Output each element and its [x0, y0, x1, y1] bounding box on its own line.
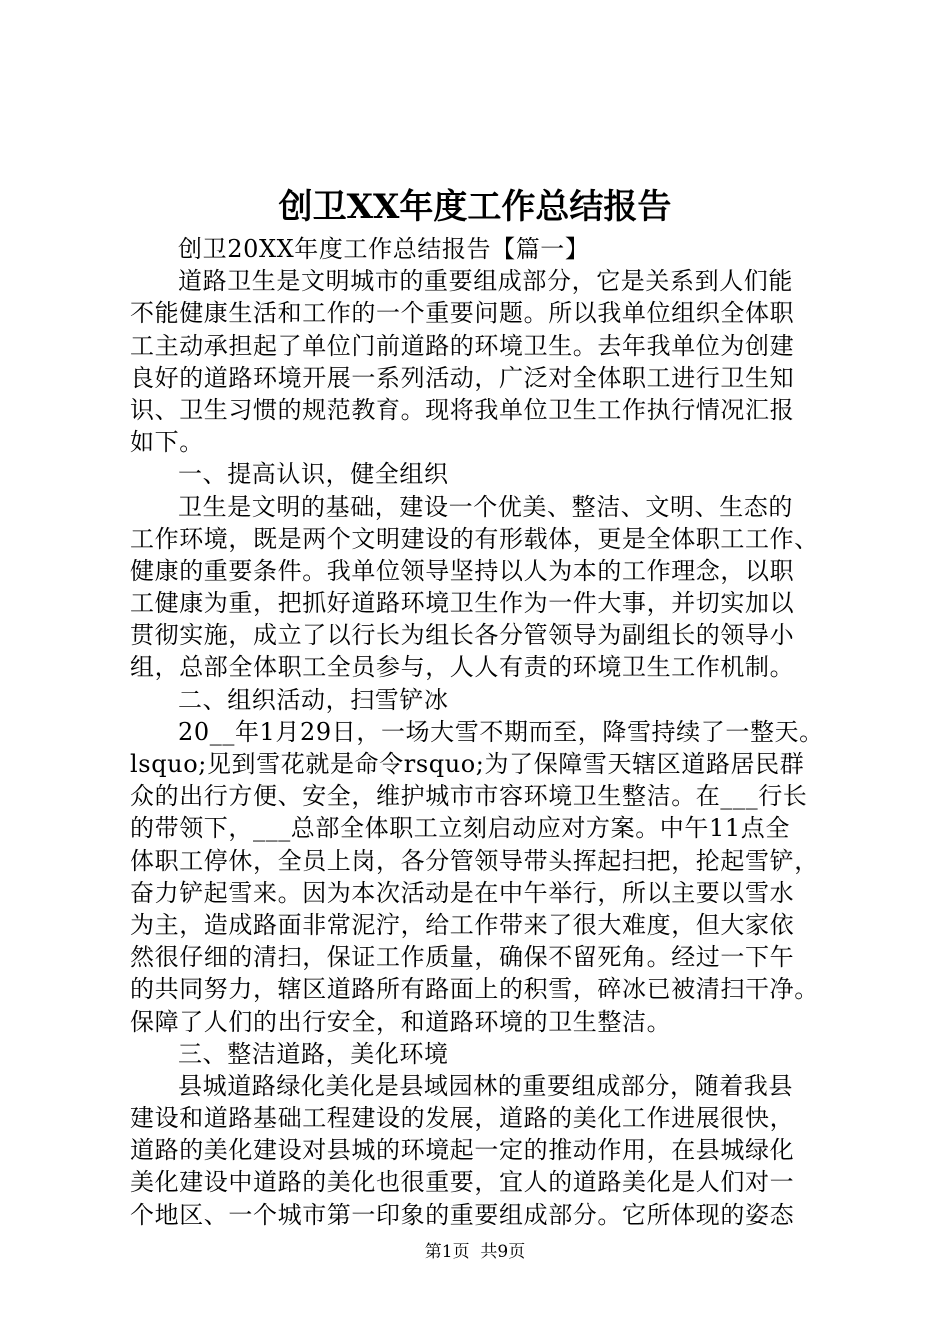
text-line: lsquo;见到雪花就是命令rsquo;为了保障雪天辖区道路居民群	[130, 750, 805, 778]
text-line: 20__年1月29日，一场大雪不期而至，降雪持续了一整天。	[178, 717, 824, 746]
document-title: 创卫XX年度工作总结报告	[278, 187, 672, 227]
text-line: 卫生是文明的基础，建设一个优美、整洁、文明、生态的	[178, 492, 793, 521]
text-line: 创卫20XX年度工作总结报告【篇一】	[178, 235, 590, 263]
text-line: 县城道路绿化美化是县域园林的重要组成部分，随着我县	[178, 1071, 793, 1100]
section-heading: 二、组织活动，扫雪铲冰	[178, 685, 449, 714]
text-line: 道路卫生是文明城市的重要组成部分，它是关系到人们能	[178, 267, 793, 296]
text-line: 工健康为重，把抓好道路环境卫生作为一件大事，并切实加以	[130, 589, 795, 618]
text-line: 健康的重要条件。我单位领导坚持以人为本的工作理念，以职	[130, 556, 795, 585]
section-heading: 三、整洁道路，美化环境	[178, 1039, 449, 1068]
text-line: 识、卫生习惯的规范教育。现将我单位卫生工作执行情况汇报	[130, 395, 795, 424]
text-line: 组，总部全体职工全员参与，人人有责的环境卫生工作机制。	[130, 653, 795, 682]
text-line: 个地区、一个城市第一印象的重要组成部分。它所体现的姿态	[130, 1200, 795, 1229]
text-line: 体职工停休，全员上岗，各分管领导带头挥起扫把，抡起雪铲，	[130, 846, 819, 875]
text-line: 的共同努力，辖区道路所有路面上的积雪，碎冰已被清扫干净。	[130, 975, 819, 1004]
text-line: 工主动承担起了单位门前道路的环境卫生。去年我单位为创建	[130, 331, 795, 360]
text-line: 然很仔细的清扫，保证工作质量，确保不留死角。经过一下午	[130, 943, 795, 972]
document-body	[130, 233, 830, 1231]
text-line: 良好的道路环境开展一系列活动，广泛对全体职工进行卫生知	[130, 363, 795, 392]
text-line: 美化建设中道路的美化也很重要，宜人的道路美化是人们对一	[130, 1168, 795, 1197]
page-footer: 第1页 共9页	[424, 1242, 526, 1262]
text-line: 为主，造成路面非常泥泞，给工作带来了很大难度，但大家依	[130, 910, 795, 939]
text-line: 道路的美化建设对县城的环境起一定的推动作用，在县城绿化	[130, 1136, 795, 1165]
text-line: 保障了人们的出行安全，和道路环境的卫生整洁。	[130, 1007, 672, 1036]
text-line: 不能健康生活和工作的一个重要问题。所以我单位组织全体职	[130, 299, 795, 328]
text-line: 贯彻实施，成立了以行长为组长各分管领导为副组长的领导小	[130, 621, 795, 650]
text-line: 奋力铲起雪来。因为本次活动是在中午举行，所以主要以雪水	[130, 878, 795, 907]
text-line: 建设和道路基础工程建设的发展，道路的美化工作进展很快，	[130, 1104, 795, 1133]
text-line: 工作环境，既是两个文明建设的有形载体，更是全体职工工作、	[130, 524, 819, 553]
text-line: 如下。	[130, 428, 204, 457]
section-heading: 一、提高认识，健全组织	[178, 460, 449, 489]
text-line: 众的出行方便、安全，维护城市市容环境卫生整洁。在___行长	[130, 782, 808, 811]
text-line: 的带领下，___总部全体职工立刻启动应对方案。中午11点全	[130, 814, 790, 843]
